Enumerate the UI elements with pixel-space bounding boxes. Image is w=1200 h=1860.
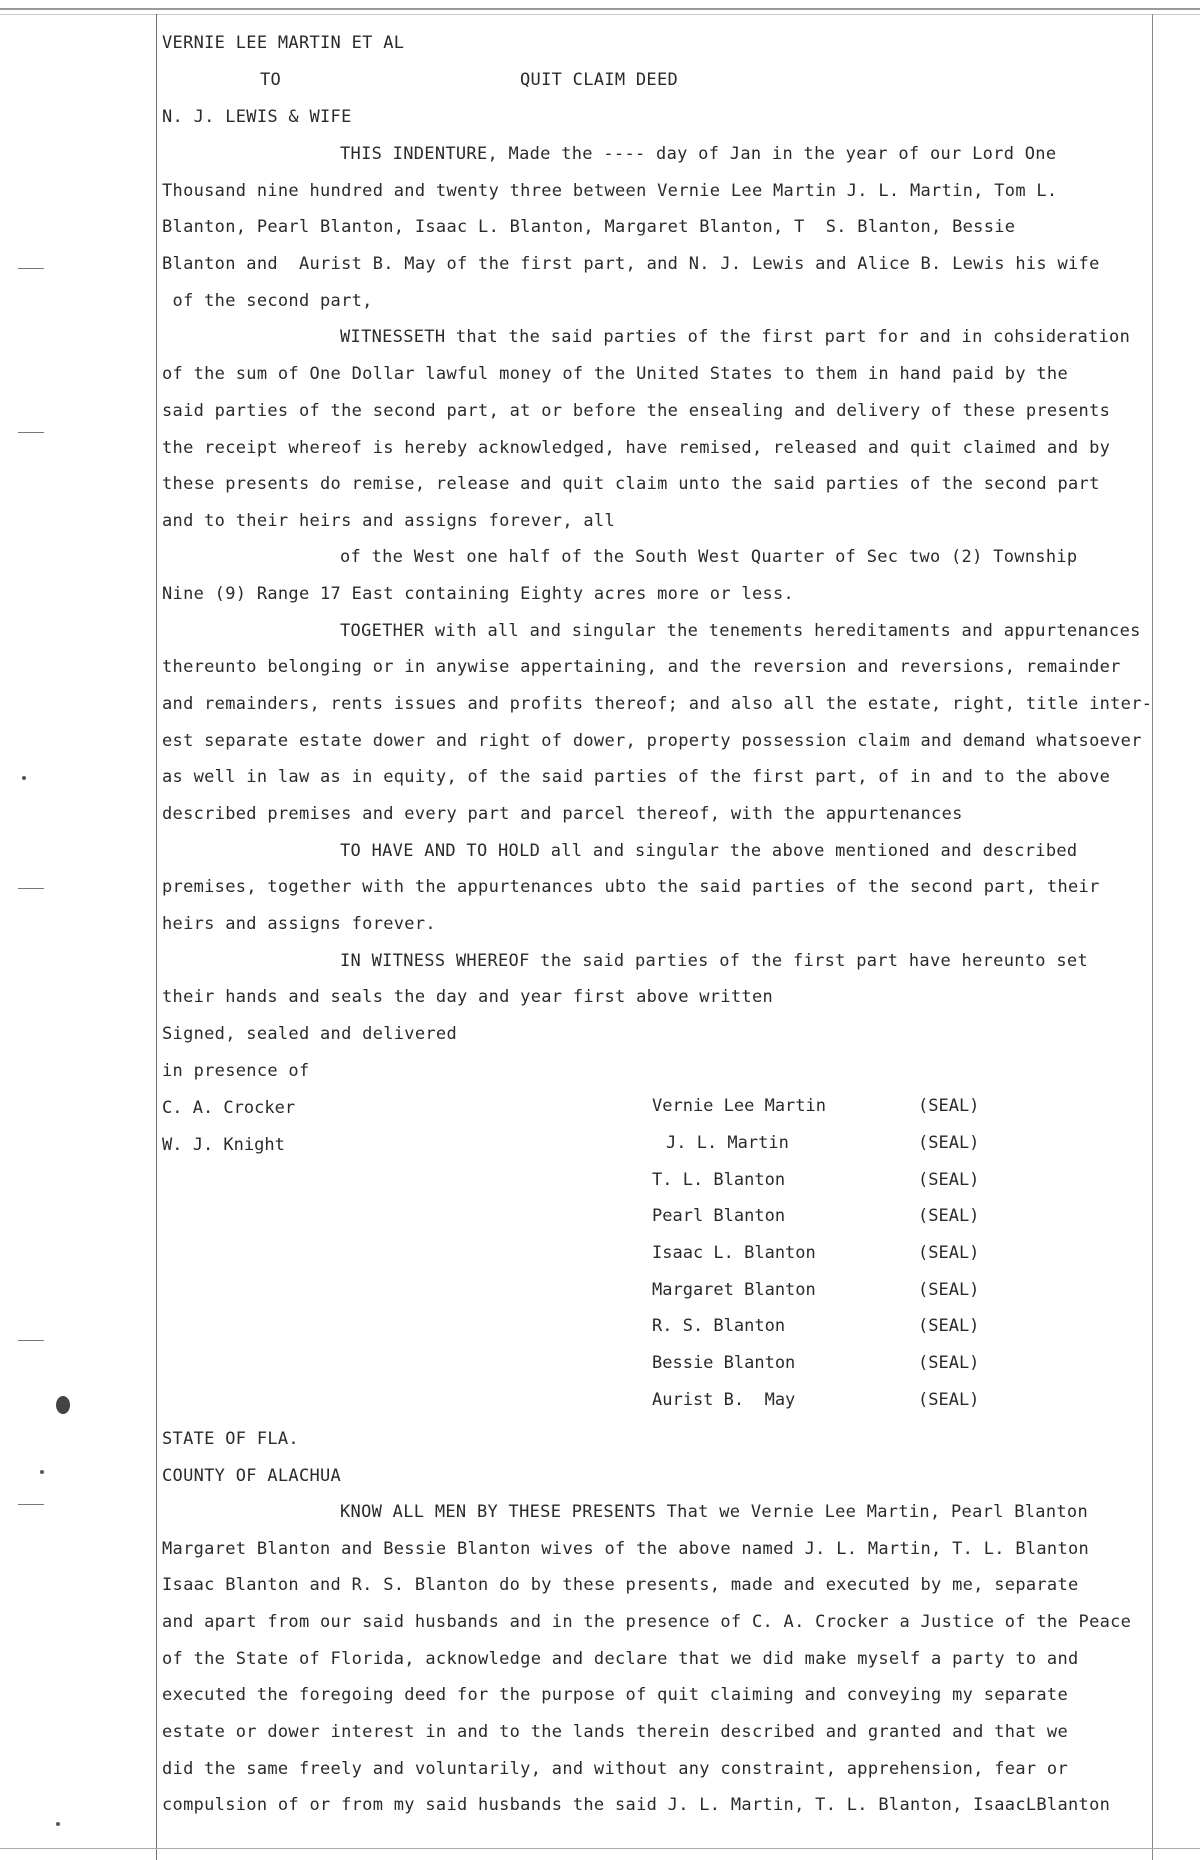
left-margin-line xyxy=(156,14,157,1860)
signed-sealed-line: Signed, sealed and delivered xyxy=(162,1024,457,1044)
margin-dot-mark xyxy=(22,776,26,780)
property-description-line: Nine (9) Range 17 East containing Eighty acres more or less. xyxy=(162,584,795,604)
acknowledgment-line: Margaret Blanton and Bessie Blanton wives of the above named J. L. Martin, T. L. Blanton xyxy=(162,1539,1090,1559)
seal-label: (SEAL) xyxy=(918,1316,980,1336)
body-line: of the sum of One Dollar lawful money of the United States to them in hand paid by the xyxy=(162,364,1068,384)
acknowledgment-line: and apart from our said husbands and in the presence of C. A. Crocker a Justice of the Peace xyxy=(162,1612,1132,1632)
seal-label: (SEAL) xyxy=(918,1170,980,1190)
margin-dot-mark xyxy=(40,1470,44,1474)
to-heading: TO xyxy=(260,70,282,90)
body-line: and to their heirs and assigns forever, all xyxy=(162,511,615,531)
acknowledgment-line: compulsion of or from my said husbands the said J. L. Martin, T. L. Blanton, IsaacLBlanton xyxy=(162,1795,1111,1815)
signer-name: Margaret Blanton xyxy=(652,1280,816,1300)
seal-label: (SEAL) xyxy=(918,1133,980,1153)
signer-name: Vernie Lee Martin xyxy=(652,1096,826,1116)
indenture-line: THIS INDENTURE, Made the ---- day of Jan in the year of our Lord One xyxy=(340,144,1057,164)
body-line: said parties of the second part, at or before the ensealing and delivery of these presents xyxy=(162,401,1111,421)
state-heading: STATE OF FLA. xyxy=(162,1429,299,1449)
signer-name: R. S. Blanton xyxy=(652,1316,786,1336)
body-line: and remainders, rents issues and profits thereof; and also all the estate, right, title inter- xyxy=(162,694,1153,714)
seal-label: (SEAL) xyxy=(918,1390,980,1410)
body-line: of the second part, xyxy=(162,291,373,311)
acknowledgment-line: of the State of Florida, acknowledge and declare that we did make myself a party to and xyxy=(162,1649,1079,1669)
body-line: est separate estate dower and right of dower, property possession claim and demand whatsoever xyxy=(162,731,1142,751)
habendum-line: TO HAVE AND TO HOLD all and singular the above mentioned and described xyxy=(340,841,1078,861)
body-line: their hands and seals the day and year first above written xyxy=(162,987,774,1007)
margin-tick-mark xyxy=(18,1340,44,1341)
seal-label: (SEAL) xyxy=(918,1353,980,1373)
seal-label: (SEAL) xyxy=(918,1243,980,1263)
body-line: heirs and assigns forever. xyxy=(162,914,436,934)
body-line: Blanton and Aurist B. May of the first part, and N. J. Lewis and Alice B. Lewis his wife xyxy=(162,254,1100,274)
acknowledgment-line: Isaac Blanton and R. S. Blanton do by these presents, made and executed by me, separate xyxy=(162,1575,1079,1595)
body-line: premises, together with the appurtenances ubto the said parties of the second part, their xyxy=(162,877,1100,897)
right-margin-line xyxy=(1152,14,1153,1860)
county-heading: COUNTY OF ALACHUA xyxy=(162,1466,342,1486)
top-border-line-inner xyxy=(0,14,1200,15)
signer-name: T. L. Blanton xyxy=(652,1170,786,1190)
bottom-border-line xyxy=(0,1848,1200,1849)
grantee-heading: N. J. LEWIS & WIFE xyxy=(162,107,352,127)
margin-tick-mark xyxy=(18,1504,44,1505)
seal-label: (SEAL) xyxy=(918,1280,980,1300)
seal-label: (SEAL) xyxy=(918,1096,980,1116)
together-line: TOGETHER with all and singular the tenements hereditaments and appurtenances xyxy=(340,621,1141,641)
witnesseth-line: WITNESSETH that the said parties of the first part for and in cohsideration xyxy=(340,327,1131,347)
witness-name: C. A. Crocker xyxy=(162,1098,296,1118)
seal-label: (SEAL) xyxy=(918,1206,980,1226)
margin-tick-mark xyxy=(18,432,44,433)
signer-name: Pearl Blanton xyxy=(652,1206,786,1226)
deed-title: QUIT CLAIM DEED xyxy=(520,70,679,90)
in-witness-line: IN WITNESS WHEREOF the said parties of the first part have hereunto set xyxy=(340,951,1088,971)
grantor-heading: VERNIE LEE MARTIN ET AL xyxy=(162,33,405,53)
body-line: described premises and every part and parcel thereof, with the appurtenances xyxy=(162,804,963,824)
acknowledgment-line: executed the foregoing deed for the purpose of quit claiming and conveying my separate xyxy=(162,1685,1068,1705)
witness-name: W. J. Knight xyxy=(162,1135,285,1155)
property-description-line: of the West one half of the South West Quarter of Sec two (2) Township xyxy=(340,547,1078,567)
acknowledgment-line: did the same freely and voluntarily, and without any constraint, apprehension, fear or xyxy=(162,1759,1068,1779)
body-line: Blanton, Pearl Blanton, Isaac L. Blanton, Margaret Blanton, T S. Blanton, Bessie xyxy=(162,217,1016,237)
body-line: these presents do remise, release and quit claim unto the said parties of the second part xyxy=(162,474,1100,494)
signer-name: Aurist B. May xyxy=(652,1390,796,1410)
signer-name: Bessie Blanton xyxy=(652,1353,796,1373)
body-line: Thousand nine hundred and twenty three between Vernie Lee Martin J. L. Martin, Tom L. xyxy=(162,181,1058,201)
signer-name: Isaac L. Blanton xyxy=(652,1243,816,1263)
in-presence-line: in presence of xyxy=(162,1061,310,1081)
signer-name: J. L. Martin xyxy=(666,1133,789,1153)
margin-tick-mark xyxy=(18,268,44,269)
body-line: as well in law as in equity, of the said parties of the first part, of in and to the above xyxy=(162,767,1111,787)
body-line: thereunto belonging or in anywise appertaining, and the reversion and reversions, remainder xyxy=(162,657,1121,677)
acknowledgment-line: KNOW ALL MEN BY THESE PRESENTS That we Vernie Lee Martin, Pearl Blanton xyxy=(340,1502,1088,1522)
margin-tick-mark xyxy=(18,888,44,889)
top-border-line xyxy=(0,8,1200,10)
margin-dot-mark xyxy=(56,1822,60,1826)
ink-blot-mark xyxy=(56,1396,70,1414)
body-line: the receipt whereof is hereby acknowledged, have remised, released and quit claimed and by xyxy=(162,438,1111,458)
acknowledgment-line: estate or dower interest in and to the lands therein described and granted and that we xyxy=(162,1722,1068,1742)
